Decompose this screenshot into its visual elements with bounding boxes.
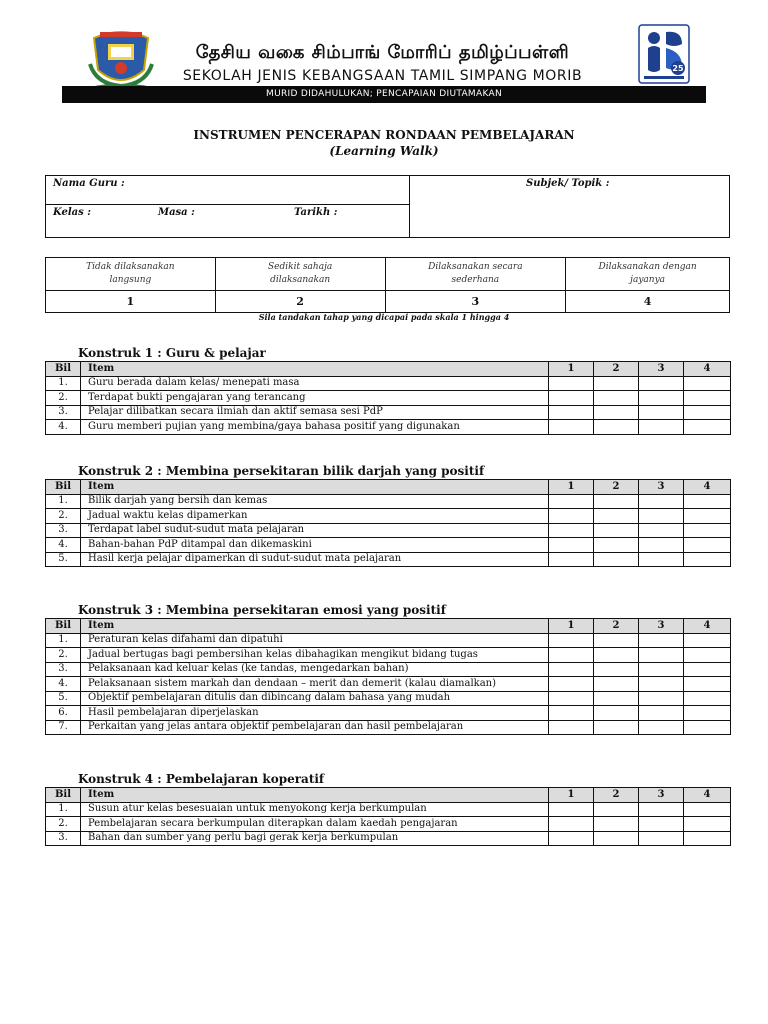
construct-4-table: [45, 787, 731, 846]
construct-3-title: Konstruk 3 : Membina persekitaran emosi yang positif: [78, 603, 446, 617]
header-item: Item: [81, 480, 549, 495]
score-cell-3[interactable]: [639, 376, 684, 391]
construct-4-title: Konstruk 4 : Pembelajaran koperatif: [78, 772, 325, 786]
score-cell-1[interactable]: [549, 509, 594, 524]
table-row: [46, 633, 731, 648]
row-bil: 4.: [46, 538, 81, 553]
score-cell-2[interactable]: [594, 633, 639, 648]
row-item: Guru berada dalam kelas/ menepati masa: [81, 376, 549, 391]
header-item: Item: [81, 619, 549, 634]
table-row: [46, 648, 731, 663]
row-bil: 1.: [46, 802, 81, 817]
row-item: Jadual bertugas bagi pembersihan kelas dibahagikan mengikut bidang tugas: [81, 648, 549, 663]
row-bil: 1.: [46, 633, 81, 648]
table-row: [46, 552, 731, 567]
row-item: Bahan dan sumber yang perlu bagi gerak kerja berkumpulan: [81, 831, 549, 846]
document-title: INSTRUMEN PENCERAPAN RONDAAN PEMBELAJARAN: [193, 128, 575, 142]
scale-value-3: 3: [385, 291, 566, 313]
row-bil: 6.: [46, 706, 81, 721]
header-bil: Bil: [46, 362, 81, 377]
score-cell-3[interactable]: [639, 706, 684, 721]
score-cell-4[interactable]: [684, 405, 731, 420]
motto-bar: MURID DIDAHULUKAN; PENCAPAIAN DIUTAMAKAN: [62, 86, 706, 103]
score-cell-1[interactable]: [549, 405, 594, 420]
tarikh-field[interactable]: Tarikh :: [294, 207, 338, 218]
table-row: [46, 494, 731, 509]
score-cell-2[interactable]: [594, 817, 639, 832]
masa-field[interactable]: Masa :: [158, 207, 195, 218]
score-cell-3[interactable]: [639, 633, 684, 648]
score-cell-3[interactable]: [639, 523, 684, 538]
scale-desc-1: Tidak dilaksanakan langsung: [46, 258, 216, 291]
scale-desc-2: Sedikit sahaja dilaksanakan: [215, 258, 385, 291]
row-bil: 2.: [46, 817, 81, 832]
score-cell-3[interactable]: [639, 677, 684, 692]
scale-instruction: Sila tandakan tahap yang dicapai pada skala 1 hingga 4: [258, 312, 510, 322]
header-score-2: 2: [594, 480, 639, 495]
row-bil: 5.: [46, 552, 81, 567]
score-cell-3[interactable]: [639, 494, 684, 509]
score-cell-1[interactable]: [549, 720, 594, 735]
score-cell-1[interactable]: [549, 691, 594, 706]
row-item: Pelaksanaan sistem markah dan dendaan – merit dan demerit (kalau diamalkan): [81, 677, 549, 692]
score-cell-2[interactable]: [594, 831, 639, 846]
row-bil: 3.: [46, 405, 81, 420]
construct-2-table: [45, 479, 731, 567]
score-cell-1[interactable]: [549, 802, 594, 817]
header-score-4: 4: [684, 362, 731, 377]
nama-guru-field[interactable]: Nama Guru :: [53, 178, 125, 189]
table-row: [46, 538, 731, 553]
score-cell-2[interactable]: [594, 677, 639, 692]
table-row: [46, 677, 731, 692]
row-bil: 1.: [46, 376, 81, 391]
score-cell-4[interactable]: [684, 376, 731, 391]
score-cell-4[interactable]: [684, 831, 731, 846]
score-cell-4[interactable]: [684, 509, 731, 524]
header-score-1: 1: [549, 619, 594, 634]
score-cell-1[interactable]: [549, 391, 594, 406]
kelas-field[interactable]: Kelas :: [53, 207, 91, 218]
row-bil: 3.: [46, 523, 81, 538]
score-cell-2[interactable]: [594, 405, 639, 420]
score-cell-3[interactable]: [639, 538, 684, 553]
header-score-4: 4: [684, 619, 731, 634]
score-cell-3[interactable]: [639, 817, 684, 832]
row-item: Peraturan kelas difahami dan dipatuhi: [81, 633, 549, 648]
score-cell-2[interactable]: [594, 538, 639, 553]
header-score-3: 3: [639, 362, 684, 377]
header-bil: Bil: [46, 480, 81, 495]
row-item: Perkaitan yang jelas antara objektif pembelajaran dan hasil pembelajaran: [81, 720, 549, 735]
score-cell-2[interactable]: [594, 552, 639, 567]
score-cell-1[interactable]: [549, 538, 594, 553]
score-cell-1[interactable]: [549, 706, 594, 721]
score-cell-4[interactable]: [684, 648, 731, 663]
score-cell-3[interactable]: [639, 831, 684, 846]
header-score-4: 4: [684, 480, 731, 495]
teacher-info-box: [45, 175, 730, 238]
score-cell-3[interactable]: [639, 420, 684, 435]
table-row: [46, 831, 731, 846]
score-cell-2[interactable]: [594, 662, 639, 677]
score-cell-4[interactable]: [684, 817, 731, 832]
row-item: Pembelajaran secara berkumpulan diterapkan dalam kaedah pengajaran: [81, 817, 549, 832]
header-score-2: 2: [594, 788, 639, 803]
table-row: [46, 720, 731, 735]
table-row: [46, 376, 731, 391]
table-row: [46, 802, 731, 817]
logo-number: 25: [672, 64, 684, 73]
scale-desc-3: Dilaksanakan secara sederhana: [385, 258, 566, 291]
score-cell-1[interactable]: [549, 662, 594, 677]
score-cell-3[interactable]: [639, 509, 684, 524]
score-cell-1[interactable]: [549, 633, 594, 648]
info-divider-vertical: [409, 176, 410, 237]
row-bil: 3.: [46, 831, 81, 846]
header-score-2: 2: [594, 619, 639, 634]
table-row: [46, 391, 731, 406]
school-name: SEKOLAH JENIS KEBANGSAAN TAMIL SIMPANG MORIB: [182, 68, 583, 84]
score-cell-3[interactable]: [639, 802, 684, 817]
row-item: Objektif pembelajaran ditulis dan dibincang dalam bahasa yang mudah: [81, 691, 549, 706]
table-row: [46, 405, 731, 420]
score-cell-2[interactable]: [594, 720, 639, 735]
score-cell-2[interactable]: [594, 391, 639, 406]
score-cell-3[interactable]: [639, 391, 684, 406]
row-item: Bilik darjah yang bersih dan kemas: [81, 494, 549, 509]
score-cell-3[interactable]: [639, 552, 684, 567]
header-item: Item: [81, 362, 549, 377]
score-cell-3[interactable]: [639, 405, 684, 420]
info-divider-horizontal: [46, 204, 409, 205]
row-item: Guru memberi pujian yang membina/gaya bahasa positif yang digunakan: [81, 420, 549, 435]
score-cell-4[interactable]: [684, 662, 731, 677]
row-bil: 5.: [46, 691, 81, 706]
table-row: [46, 662, 731, 677]
scale-value-4: 4: [566, 291, 730, 313]
score-cell-4[interactable]: [684, 802, 731, 817]
row-item: Hasil pembelajaran diperjelaskan: [81, 706, 549, 721]
row-item: Susun atur kelas besesuaian untuk menyokong kerja berkumpulan: [81, 802, 549, 817]
score-cell-2[interactable]: [594, 420, 639, 435]
row-bil: 4.: [46, 677, 81, 692]
score-cell-2[interactable]: [594, 691, 639, 706]
header-score-4: 4: [684, 788, 731, 803]
construct-2-title: Konstruk 2 : Membina persekitaran bilik darjah yang positif: [78, 464, 485, 478]
header-score-1: 1: [549, 362, 594, 377]
header-item: Item: [81, 788, 549, 803]
header-score-2: 2: [594, 362, 639, 377]
construct-3-table: [45, 618, 731, 735]
score-cell-1[interactable]: [549, 648, 594, 663]
scale-value-2: 2: [215, 291, 385, 313]
header-score-3: 3: [639, 788, 684, 803]
score-cell-1[interactable]: [549, 831, 594, 846]
row-item: Hasil kerja pelajar dipamerkan di sudut-sudut mata pelajaran: [81, 552, 549, 567]
table-row: [46, 691, 731, 706]
row-item: Terdapat label sudut-sudut mata pelajaran: [81, 523, 549, 538]
score-cell-2[interactable]: [594, 494, 639, 509]
row-bil: 1.: [46, 494, 81, 509]
score-cell-1[interactable]: [549, 523, 594, 538]
header-score-1: 1: [549, 480, 594, 495]
score-cell-1[interactable]: [549, 376, 594, 391]
table-row: [46, 509, 731, 524]
row-item: Pelaksanaan kad keluar kelas (ke tandas, mengedarkan bahan): [81, 662, 549, 677]
score-cell-1[interactable]: [549, 677, 594, 692]
row-bil: 4.: [46, 420, 81, 435]
document-subtitle: (Learning Walk): [329, 144, 439, 158]
score-cell-3[interactable]: [639, 720, 684, 735]
header-score-3: 3: [639, 480, 684, 495]
score-cell-4[interactable]: [684, 720, 731, 735]
ministry-25-logo-icon: [638, 24, 690, 84]
score-cell-3[interactable]: [639, 648, 684, 663]
score-cell-4[interactable]: [684, 391, 731, 406]
row-bil: 2.: [46, 391, 81, 406]
score-cell-4[interactable]: [684, 677, 731, 692]
score-cell-2[interactable]: [594, 523, 639, 538]
table-row: [46, 706, 731, 721]
construct-1-title: Konstruk 1 : Guru & pelajar: [78, 346, 266, 360]
score-cell-4[interactable]: [684, 523, 731, 538]
score-cell-4[interactable]: [684, 633, 731, 648]
table-row: [46, 420, 731, 435]
subjek-topik-field[interactable]: Subjek/ Topik :: [526, 178, 610, 189]
row-item: Bahan-bahan PdP ditampal dan dikemaskini: [81, 538, 549, 553]
score-cell-4[interactable]: [684, 494, 731, 509]
score-cell-2[interactable]: [594, 648, 639, 663]
score-cell-2[interactable]: [594, 802, 639, 817]
row-item: Jadual waktu kelas dipamerkan: [81, 509, 549, 524]
header-score-1: 1: [549, 788, 594, 803]
scale-value-1: 1: [46, 291, 216, 313]
score-cell-4[interactable]: [684, 538, 731, 553]
score-cell-2[interactable]: [594, 376, 639, 391]
row-item: Pelajar dilibatkan secara ilmiah dan aktif semasa sesi PdP: [81, 405, 549, 420]
score-cell-2[interactable]: [594, 706, 639, 721]
row-bil: 2.: [46, 648, 81, 663]
score-cell-1[interactable]: [549, 420, 594, 435]
header-bil: Bil: [46, 788, 81, 803]
score-cell-4[interactable]: [684, 706, 731, 721]
score-cell-4[interactable]: [684, 552, 731, 567]
header-bil: Bil: [46, 619, 81, 634]
score-cell-4[interactable]: [684, 691, 731, 706]
rating-scale-table: [45, 257, 730, 313]
row-bil: 2.: [46, 509, 81, 524]
school-crest-icon: [86, 24, 156, 92]
row-bil: 3.: [46, 662, 81, 677]
score-cell-3[interactable]: [639, 691, 684, 706]
table-row: [46, 523, 731, 538]
table-row: [46, 817, 731, 832]
construct-1-table: [45, 361, 731, 435]
score-cell-1[interactable]: [549, 552, 594, 567]
header-score-3: 3: [639, 619, 684, 634]
row-bil: 7.: [46, 720, 81, 735]
score-cell-4[interactable]: [684, 420, 731, 435]
scale-desc-4: Dilaksanakan dengan jayanya: [566, 258, 730, 291]
score-cell-1[interactable]: [549, 494, 594, 509]
school-name-tamil: தேசிய வகை சிம்பாங் மோரிப் தமிழ்ப்பள்ளி: [195, 42, 570, 63]
score-cell-2[interactable]: [594, 509, 639, 524]
score-cell-1[interactable]: [549, 817, 594, 832]
row-item: Terdapat bukti pengajaran yang terancang: [81, 391, 549, 406]
score-cell-3[interactable]: [639, 662, 684, 677]
